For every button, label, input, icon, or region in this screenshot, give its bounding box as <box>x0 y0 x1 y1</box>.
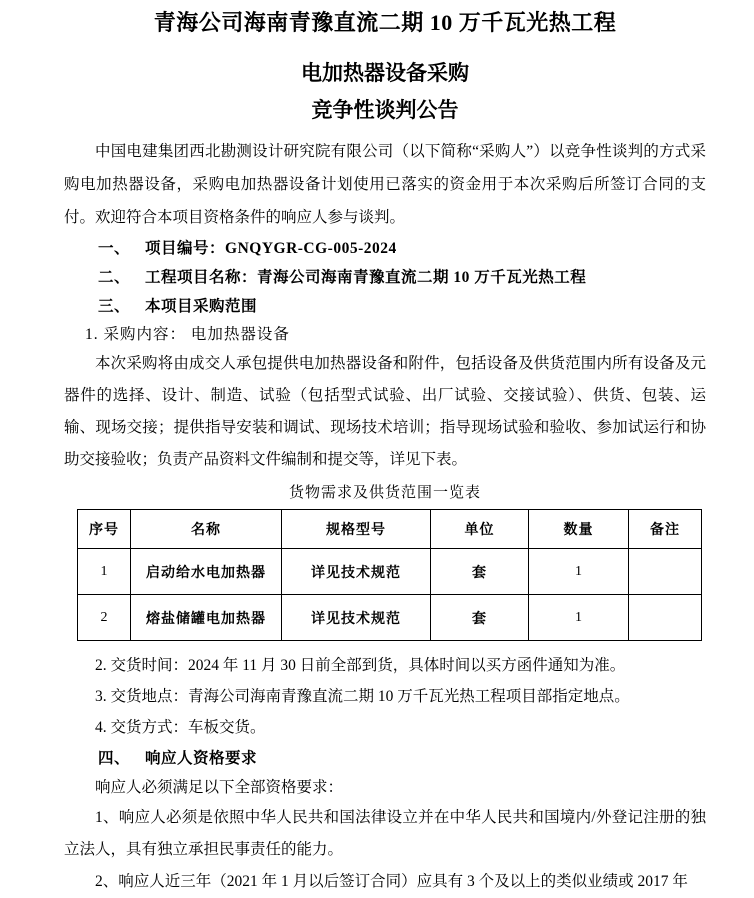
cell-seq-no: 1 <box>78 549 131 595</box>
cell-remark <box>629 595 702 641</box>
table-row <box>78 595 702 641</box>
purchase-content-line: 1. 采购内容： 电加热器设备 <box>85 326 290 343</box>
cell-spec-model: 详见技术规范 <box>282 595 431 641</box>
goods-table-title: 货物需求及供货范围一览表 <box>288 485 481 501</box>
section-item-2-project-name <box>98 263 706 292</box>
section-text: 工程项目名称：青海公司海南青豫直流二期 10 万千瓦光热工程 <box>145 269 587 286</box>
header-seq-no: 序号 <box>78 510 131 549</box>
header-quantity: 数量 <box>529 510 629 549</box>
section-item-1-project-number <box>98 234 706 263</box>
cell-seq-no: 2 <box>78 595 131 641</box>
cell-name: 熔盐储罐电加热器 <box>131 595 282 641</box>
section-number-label: 一、 <box>98 240 131 257</box>
cell-quantity: 1 <box>529 549 629 595</box>
header-unit: 单位 <box>431 510 529 549</box>
table-row <box>78 549 702 595</box>
goods-table <box>77 509 702 641</box>
intro-paragraph: 中国电建集团西北勘测设计研究院有限公司（以下简称“采购人”）以竞争性谈判的方式采购电加热器设备，采购电加热器设备计划使用已落实的资金用于本次采购后所签订合同的支付。欢迎符合本项目资格条件的响应人参与谈判。 <box>64 143 706 226</box>
delivery-info-block <box>64 650 706 743</box>
document-title-line-2: 电加热器设备采购 <box>301 61 469 85</box>
scope-paragraph: 本次采购将由成交人承包提供电加热器设备和附件，包括设备及供货范围内所有设备及元器件的选择、设计、制造、试验（包括型式试验、出厂试验、交接试验）、供货、包装、运输、现场交接；提供指导安装和调试、现场技术培训；指导现场试验和验收、参加试运行和协助交接验收；负责产品资料文件编制和提交等，详见下表。 <box>64 355 706 468</box>
cell-remark <box>629 549 702 595</box>
header-name: 名称 <box>131 510 282 549</box>
qualification-item-2: 2、响应人近三年（2021 年 1 月以后签订合同）应具有 3 个及以上的类似业绩或 2017 年 <box>95 873 688 890</box>
cell-unit: 套 <box>431 549 529 595</box>
delivery-place-line: 3. 交货地点：青海公司海南青豫直流二期 10 万千瓦光热工程项目部指定地点。 <box>95 688 630 705</box>
cell-name: 启动给水电加热器 <box>131 549 282 595</box>
cell-unit: 套 <box>431 595 529 641</box>
document-title-line-1: 青海公司海南青豫直流二期 10 万千瓦光热工程 <box>153 10 617 35</box>
header-remark: 备注 <box>629 510 702 549</box>
section-number-label: 三、 <box>98 298 131 315</box>
header-spec-model: 规格型号 <box>282 510 431 549</box>
delivery-time-line: 2. 交货时间：2024 年 11 月 30 日前全部到货，具体时间以买方函件通知为准。 <box>95 657 626 674</box>
cell-spec-model: 详见技术规范 <box>282 549 431 595</box>
section-item-3-procurement-scope <box>98 292 706 321</box>
qualification-intro-line: 响应人必须满足以下全部资格要求： <box>95 779 344 796</box>
goods-table-header-row <box>78 510 702 549</box>
cell-quantity: 1 <box>529 595 629 641</box>
section-number-label: 四、 <box>98 750 131 767</box>
delivery-method-line: 4. 交货方式：车板交货。 <box>95 719 266 736</box>
section-text: 项目编号：GNQYGR-CG-005-2024 <box>145 240 397 257</box>
section-text: 响应人资格要求 <box>145 750 258 767</box>
document-title-line-3: 竞争性谈判公告 <box>311 98 459 122</box>
section-number-label: 二、 <box>98 269 131 286</box>
section-text: 本项目采购范围 <box>145 298 258 315</box>
section-item-4-qualification-requirements <box>98 744 706 773</box>
qualification-item-1: 1、响应人必须是依照中华人民共和国法律设立并在中华人民共和国境内/外登记注册的独立法人，具有独立承担民事责任的能力。 <box>64 809 706 858</box>
